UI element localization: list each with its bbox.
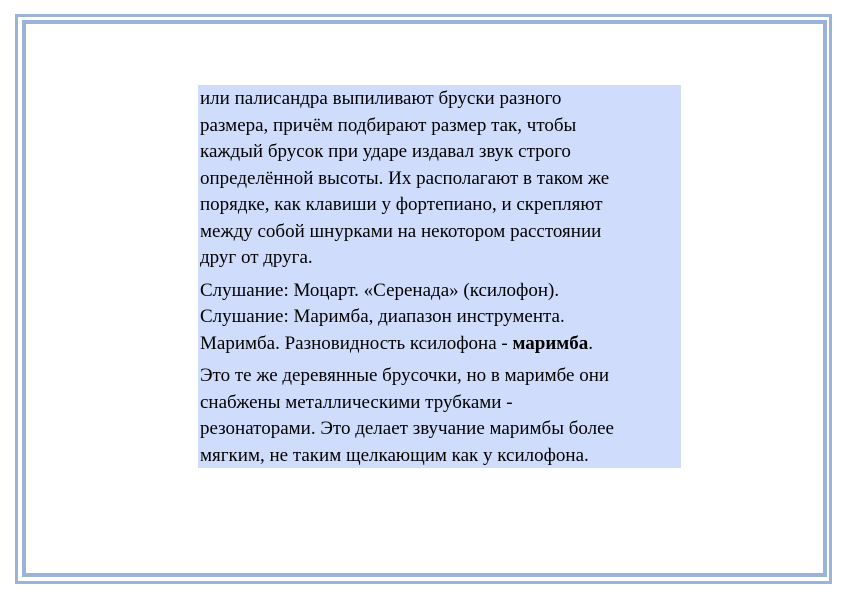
paragraph-2 xyxy=(200,278,675,358)
paragraph-1 xyxy=(200,86,675,272)
text-line: друг от друга. xyxy=(200,247,313,268)
marimba-bold-term: маримба xyxy=(512,332,589,354)
text-line: между собой шнурками на некотором расстоянии xyxy=(200,220,602,242)
text-line: снабжены металлическими трубками - xyxy=(200,391,513,413)
marimba-prefix: Маримба. Разновидность ксилофона - xyxy=(200,332,513,354)
text-line: или палисандра выпиливают бруски разного xyxy=(200,88,562,109)
paragraph-3 xyxy=(200,363,675,469)
text-box xyxy=(198,85,681,468)
text-line: определённой высоты. Их располагают в таком же xyxy=(200,167,610,189)
text-line: Это те же деревянные брусочки, но в маримбе они xyxy=(200,365,610,386)
text-line: Слушание: Моцарт. «Серенада» (ксилофон). xyxy=(200,279,560,301)
text-line: мягким, не таким щелкающим как у ксилофона. xyxy=(200,444,589,466)
marimba-suffix: . xyxy=(588,332,594,354)
text-line: Слушание: Маримба, диапазон инструмента. xyxy=(200,306,565,327)
text-line: размера, причём подбирают размер так, чтобы xyxy=(200,114,577,136)
text-line: порядке, как клавиши у фортепиано, и скрепляют xyxy=(200,194,603,215)
text-line: резонаторами. Это делает звучание маримбы более xyxy=(200,418,614,439)
text-line-marimba xyxy=(200,331,675,358)
text-line: каждый брусок при ударе издавал звук строго xyxy=(200,141,571,162)
